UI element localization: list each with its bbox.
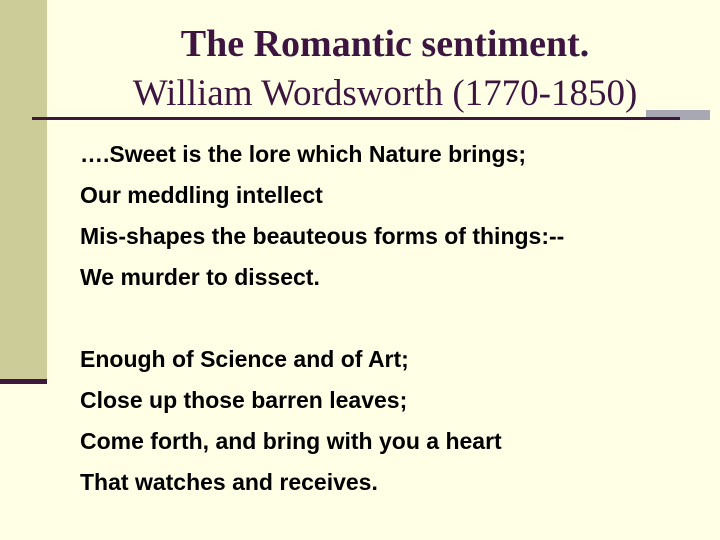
poem-line: Enough of Science and of Art;: [80, 346, 409, 372]
poem-line: We murder to dissect.: [80, 264, 320, 290]
poem-line: Close up those barren leaves;: [80, 387, 408, 413]
poem-line: Mis-shapes the beauteous forms of things:--: [80, 223, 565, 249]
stanza-gap: [80, 298, 700, 339]
poem-line: ….Sweet is the lore which Nature brings;: [80, 141, 527, 167]
left-sidebar-decoration: [0, 0, 47, 380]
poem-body: [80, 134, 700, 503]
slide-subtitle: William Wordsworth (1770-1850): [132, 73, 638, 114]
slide-title: The Romantic sentiment.: [180, 23, 590, 65]
poem-line: Our meddling intellect: [80, 182, 323, 208]
poem-line: That watches and receives.: [80, 469, 378, 495]
title-rule-accent-tail: [680, 117, 710, 120]
poem-line: Come forth, and bring with you a heart: [80, 428, 502, 454]
title-rule: [32, 117, 680, 120]
left-sidebar-accent-line: [0, 379, 47, 384]
